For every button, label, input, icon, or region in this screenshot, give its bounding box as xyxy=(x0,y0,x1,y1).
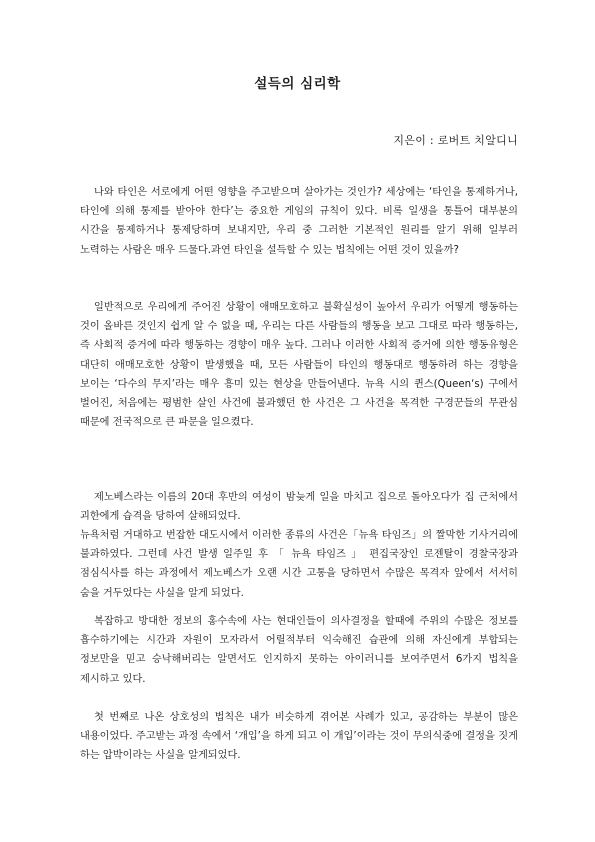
paragraph-6: 첫 번째로 나온 상호성의 법칙은 내가 비슷하게 겪어본 사례가 있고, 공감하는 부분이 많은 내용이었다. 주고받는 과정 속에서 ‘개입’을 하게 되고 이 개입’이라는 것이 무의식중에 결정을 짓게 하는 압박이라는 사실을 알게되었다. xyxy=(80,712,518,762)
paragraph-2: 일반적으로 우리에게 주어진 상황이 애매모호하고 불확실성이 높아서 우리가 어떻게 행동하는 것이 올바른 것인지 쉽게 알 수 없을 때, 우리는 다른 사람들의 행동을 보고 그대로 따라 행동하는, 즉 사회적 증거에 따라 행동하는 경향이 매우 높다. 그러나 이러한 사회적 증거에 의한 행동유형은 대단히 애매모호한 상황이 발생했을 때, 모든 사람들이 타인의 행동대로 행동하려 하는 경향을 보이는 ‘다수의 무지’라는 매우 흥미 있는 현상을 만들어낸다. 뉴욕 시의 퀸스(Queen‘s) 구에서 벌어진, 처음에는 평범한 살인 사건에 불과했던 한 사건은 그 사건을 목격한 구경꾼들의 무관심 때문에 전국적으로 큰 파문을 일으켰다. xyxy=(80,302,518,429)
paragraph-4: 뉴욕처럼 거대하고 번잡한 대도시에서 이러한 종류의 사건은「뉴욕 타임즈」의 짤막한 기사거리에 불과하였다. 그런데 사건 발생 일주일 후 「 뉴욕 타임즈 」 편집국장인 로젠탈이 경찰국장과 점심식사를 하는 과정에서 제노베스가 오랜 시간 고통을 당하면서 수많은 목격자 앞에서 서서히 숨을 거두었다는 사실을 알게 되었다. xyxy=(80,530,518,599)
document-author: 지은이 : 로버트 치알디니 xyxy=(393,134,518,147)
paragraph-5: 복잡하고 방대한 정보의 홍수속에 사는 현대인들이 의사결정을 할때에 주위의 수많은 정보를 흡수하기에는 시간과 자원이 모자라서 어릴적부터 익숙해진 습관에 의해 자신에게 부합되는 정보만을 믿고 승낙해버리는 알면서도 인지하지 못하는 아이러니를 보여주면서 6가지 법칙을 제시하고 있다. xyxy=(80,616,518,685)
paragraph-1: 나와 타인은 서로에게 어떤 영향을 주고받으며 살아가는 것인가? 세상에는 ‘타인을 통제하거나, 타인에 의해 통제를 받아야 한다’는 중요한 게임의 규칙이 있다. 비록 일생을 통틀어 대부분의 시간을 통제하거나 통제당하며 보내지만, 우리 중 그러한 기본적인 원리를 알기 위해 일부러 노력하는 사람은 매우 드물다.과연 타인을 설득할 수 있는 법칙에는 어떤 것이 있을까? xyxy=(80,187,518,256)
document-title: 설득의 심리학 xyxy=(254,76,341,92)
paragraph-3: 제노베스라는 이름의 20대 후반의 여성이 밤늦게 일을 마치고 집으로 돌아오다가 집 근처에서 괴한에게 습격을 당하여 살해되었다. xyxy=(80,492,518,523)
